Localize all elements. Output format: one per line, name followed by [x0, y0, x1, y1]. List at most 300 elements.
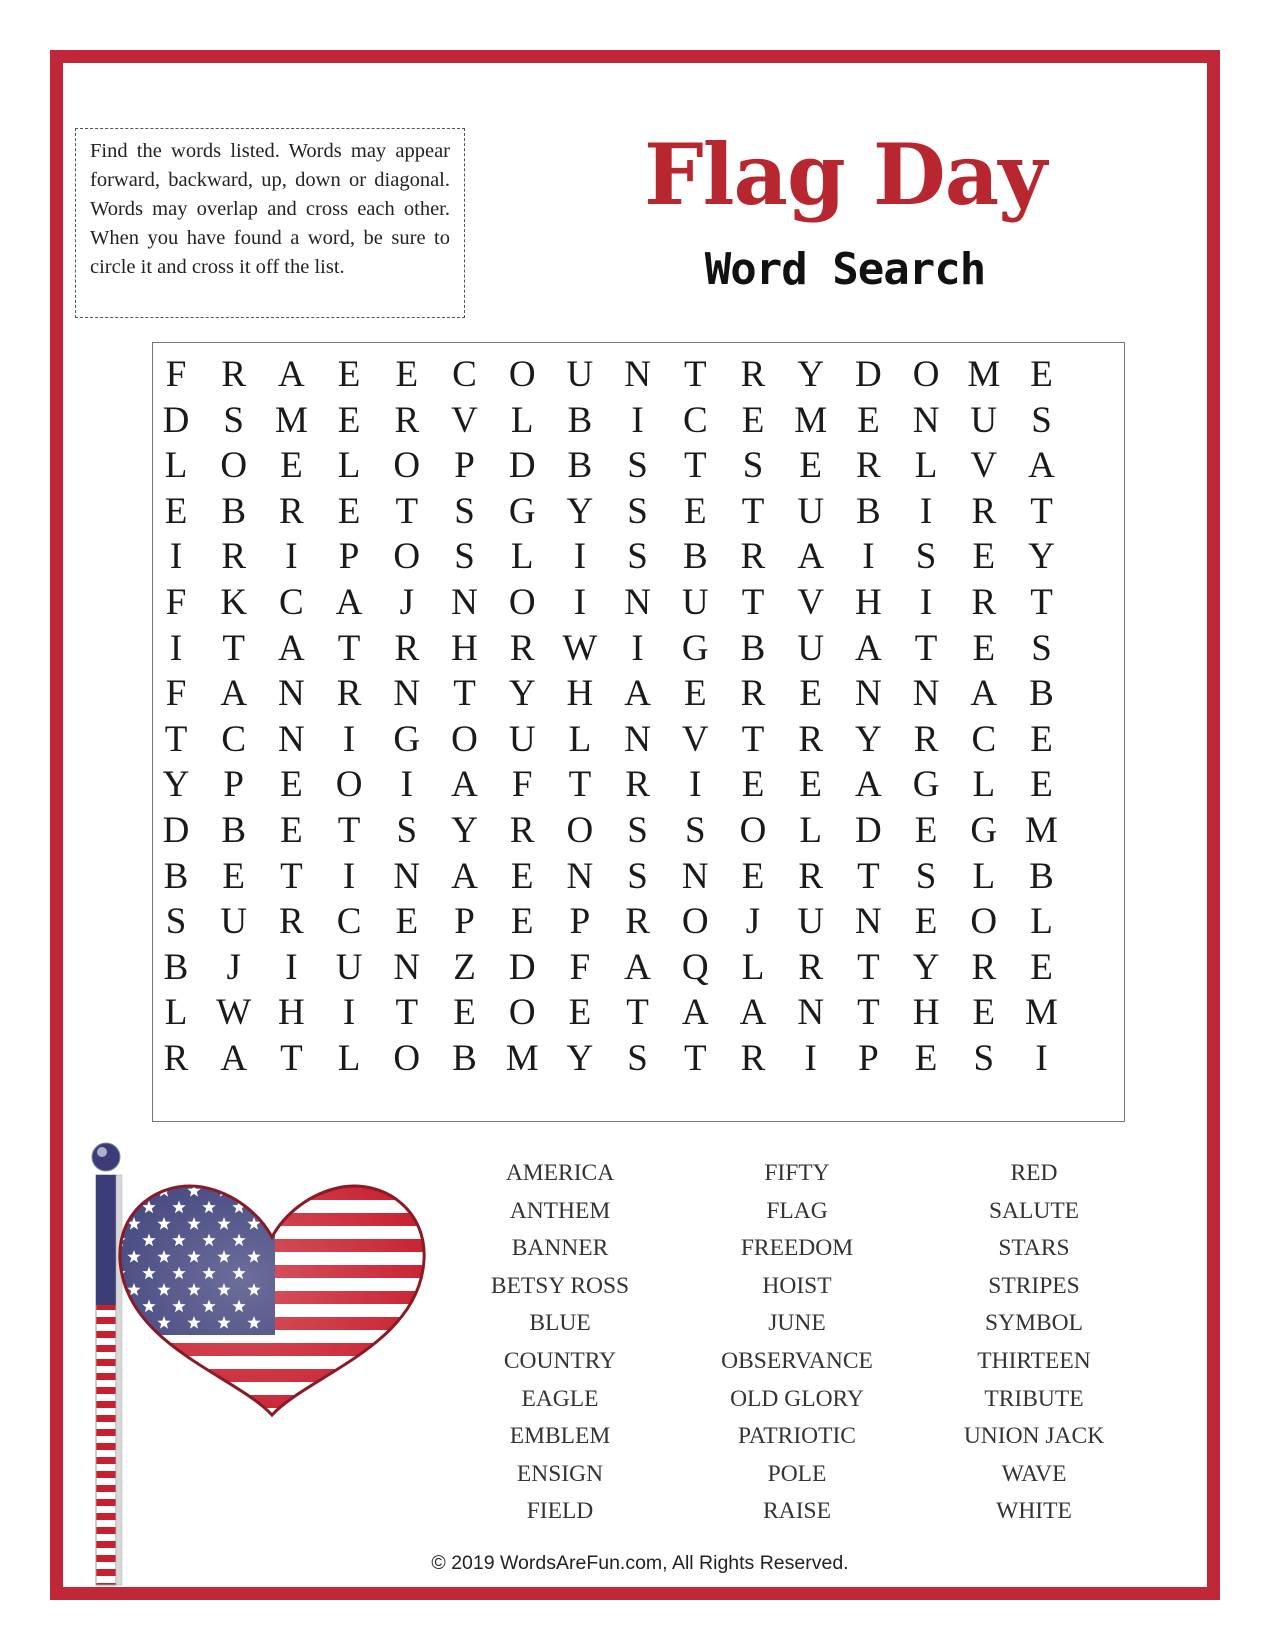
word-list-item: BETSY ROSS: [490, 1272, 630, 1299]
grid-letter: R: [971, 582, 997, 623]
word-list-item: FLAG: [766, 1197, 828, 1224]
word-list-column-2: [677, 1155, 917, 1531]
grid-letter: F: [165, 354, 187, 395]
grid-letter: R: [625, 901, 650, 943]
grid-letter: C: [682, 399, 708, 441]
grid-letter: R: [279, 490, 304, 532]
grid-letter: O: [393, 536, 421, 578]
grid-letter: S: [627, 1038, 648, 1079]
grid-row: [153, 761, 1124, 809]
grid-letter: E: [741, 855, 765, 897]
grid-letter: O: [508, 354, 536, 395]
word-list-item: FREEDOM: [740, 1235, 854, 1262]
grid-letter: R: [740, 1038, 766, 1079]
grid-letter: E: [1030, 946, 1053, 988]
grid-letter: S: [1031, 627, 1052, 669]
grid-letter: V: [970, 445, 998, 487]
grid-letter: O: [912, 354, 940, 395]
grid-letter: B: [163, 855, 189, 897]
grid-letter: T: [741, 490, 765, 532]
grid-letter: R: [740, 673, 766, 715]
grid-letter: P: [454, 901, 475, 943]
grid-letter: S: [685, 810, 706, 851]
grid-letter: W: [216, 992, 252, 1034]
grid-letter: F: [165, 582, 187, 623]
grid-letter: O: [220, 445, 248, 487]
grid-letter: B: [682, 536, 708, 578]
letter-grid: [152, 342, 1125, 1122]
grid-letter: E: [337, 354, 361, 395]
grid-letter: R: [509, 627, 535, 669]
word-list-item: ENSIGN: [516, 1460, 604, 1487]
grid-letter: A: [624, 946, 651, 988]
grid-letter: V: [681, 718, 709, 760]
word-list-item: RAISE: [763, 1498, 831, 1525]
grid-letter: Z: [453, 946, 476, 988]
grid-letter: I: [862, 536, 875, 578]
grid-letter: E: [568, 992, 592, 1034]
grid-letter: H: [566, 673, 594, 715]
grid-letter: U: [335, 946, 363, 988]
grid-letter: R: [336, 673, 362, 715]
grid-letter: B: [740, 627, 766, 669]
grid-letter: E: [914, 1038, 938, 1079]
grid-letter: T: [683, 445, 707, 487]
grid-letter: M: [1025, 810, 1058, 851]
grid-letter: A: [220, 673, 248, 715]
grid-letter: N: [624, 354, 651, 395]
grid-letter: O: [335, 764, 363, 806]
grid-letter: T: [626, 992, 649, 1034]
grid-letter: A: [451, 764, 478, 806]
grid-letter: I: [919, 490, 933, 532]
grid-letter: S: [454, 490, 475, 532]
grid-letter: N: [566, 855, 594, 897]
word-list-item: FIELD: [526, 1498, 594, 1525]
word-list-item: PATRIOTIC: [738, 1423, 856, 1450]
word-list-item: OLD GLORY: [730, 1385, 864, 1412]
grid-letter: B: [452, 1038, 477, 1079]
word-list-column-3: [914, 1155, 1154, 1531]
instructions-box: [75, 128, 465, 318]
grid-letter: A: [278, 354, 305, 395]
grid-letter: R: [394, 399, 420, 441]
grid-letter: R: [798, 946, 824, 988]
grid-letter: E: [741, 764, 765, 806]
grid-letter: S: [627, 855, 648, 897]
grid-letter: B: [221, 490, 247, 532]
word-list-item: EAGLE: [521, 1385, 599, 1412]
grid-letter: O: [739, 810, 767, 851]
grid-letter: S: [973, 1038, 995, 1079]
grid-letter: R: [163, 1038, 189, 1079]
grid-letter: B: [163, 946, 189, 988]
grid-row: [153, 533, 1124, 581]
grid-letter: A: [681, 992, 709, 1034]
grid-letter: A: [1028, 445, 1055, 487]
grid-letter: H: [278, 992, 305, 1034]
grid-letter: T: [857, 855, 880, 897]
grid-letter: N: [278, 718, 305, 760]
grid-letter: Y: [451, 810, 478, 851]
grid-letter: Q: [681, 946, 709, 988]
grid-letter: L: [972, 855, 996, 897]
grid-letter: T: [222, 627, 245, 669]
grid-letter: D: [162, 399, 190, 441]
grid-letter: C: [221, 718, 247, 760]
grid-letter: R: [798, 718, 824, 760]
word-list-item: SALUTE: [988, 1197, 1080, 1224]
grid-letter: L: [164, 445, 188, 487]
grid-letter: T: [857, 946, 880, 988]
grid-letter: S: [454, 536, 475, 578]
grid-letter: L: [972, 764, 996, 806]
grid-letter: I: [573, 582, 587, 623]
grid-letter: E: [741, 399, 765, 441]
grid-letter: Y: [566, 490, 594, 532]
grid-letter: R: [971, 946, 997, 988]
grid-letter: O: [508, 992, 536, 1034]
grid-letter: N: [681, 855, 709, 897]
grid-letter: A: [855, 627, 882, 669]
star-icon: [127, 1316, 140, 1329]
grid-letter: I: [631, 627, 644, 669]
grid-letter: E: [1030, 764, 1053, 806]
word-list-item: STARS: [998, 1235, 1070, 1262]
grid-letter: S: [1031, 399, 1052, 441]
heart-flag-icon: [90, 1175, 470, 1475]
grid-letter: E: [510, 901, 534, 943]
grid-letter: B: [567, 399, 593, 441]
grid-letter: G: [393, 718, 421, 760]
grid-letter: E: [337, 490, 361, 532]
grid-letter: A: [335, 582, 363, 623]
grid-letter: P: [858, 1038, 879, 1079]
grid-row: [153, 807, 1124, 855]
word-list-item: BANNER: [511, 1235, 609, 1262]
grid-letter: B: [567, 445, 593, 487]
grid-letter: E: [914, 810, 938, 851]
grid-letter: E: [280, 810, 303, 851]
grid-letter: F: [511, 764, 533, 806]
grid-row: [153, 625, 1124, 673]
grid-row: [153, 716, 1124, 764]
grid-letter: D: [855, 810, 882, 851]
grid-letter: T: [337, 810, 361, 851]
grid-letter: T: [857, 992, 880, 1034]
grid-letter: S: [396, 810, 418, 851]
grid-letter: U: [797, 627, 825, 669]
grid-letter: L: [510, 399, 534, 441]
grid-letter: L: [799, 810, 822, 851]
grid-letter: T: [741, 582, 765, 623]
grid-letter: E: [222, 855, 245, 897]
grid-letter: A: [797, 536, 825, 578]
grid-letter: R: [221, 354, 247, 395]
word-list-item: JUNE: [768, 1310, 826, 1337]
grid-letter: T: [395, 992, 419, 1034]
grid-letter: T: [683, 354, 707, 395]
grid-letter: N: [393, 855, 421, 897]
grid-row: [153, 351, 1124, 399]
word-list-item: THIRTEEN: [977, 1347, 1091, 1374]
grid-letter: J: [399, 582, 414, 623]
grid-letter: H: [451, 627, 478, 669]
grid-letter: M: [967, 354, 1001, 395]
grid-letter: D: [508, 445, 536, 487]
grid-letter: N: [393, 946, 421, 988]
grid-letter: M: [274, 399, 308, 441]
grid-letter: N: [855, 901, 882, 943]
grid-letter: S: [915, 536, 937, 578]
grid-letter: N: [624, 718, 651, 760]
grid-letter: E: [510, 855, 534, 897]
grid-letter: B: [221, 810, 247, 851]
grid-letter: R: [971, 490, 997, 532]
grid-letter: J: [226, 946, 241, 988]
grid-letter: T: [164, 718, 188, 760]
grid-letter: T: [280, 855, 303, 897]
grid-letter: E: [280, 445, 303, 487]
grid-letter: S: [223, 399, 244, 441]
grid-letter: O: [393, 445, 421, 487]
grid-row: [153, 898, 1124, 946]
grid-letter: G: [508, 490, 536, 532]
grid-letter: B: [1029, 855, 1054, 897]
grid-row: [153, 670, 1124, 718]
grid-letter: Y: [797, 354, 825, 395]
grid-letter: E: [972, 992, 996, 1034]
word-list-item: BLUE: [529, 1310, 591, 1337]
grid-letter: P: [569, 901, 591, 943]
grid-letter: Y: [1028, 536, 1055, 578]
grid-letter: T: [741, 718, 765, 760]
grid-letter: A: [739, 992, 767, 1034]
grid-letter: E: [799, 445, 822, 487]
grid-letter: I: [342, 992, 356, 1034]
grid-letter: I: [573, 536, 587, 578]
grid-letter: E: [395, 354, 419, 395]
grid-letter: T: [395, 490, 419, 532]
grid-letter: T: [1030, 582, 1053, 623]
grid-letter: U: [681, 582, 709, 623]
grid-letter: R: [740, 536, 766, 578]
grid-letter: C: [452, 354, 477, 395]
grid-letter: N: [278, 673, 305, 715]
grid-letter: M: [505, 1038, 539, 1079]
word-list-item: TRIBUTE: [984, 1385, 1084, 1412]
grid-letter: E: [280, 764, 303, 806]
grid-letter: E: [683, 490, 707, 532]
word-list-item: POLE: [767, 1460, 827, 1487]
grid-letter: V: [451, 399, 478, 441]
word-list-item: SYMBOL: [985, 1310, 1083, 1337]
grid-letter: Y: [508, 673, 536, 715]
grid-letter: U: [566, 354, 594, 395]
grid-letter: T: [1030, 490, 1053, 532]
grid-letter: N: [451, 582, 478, 623]
grid-letter: E: [453, 992, 476, 1034]
grid-letter: N: [797, 992, 825, 1034]
grid-row: [153, 853, 1124, 901]
grid-letter: E: [799, 764, 822, 806]
grid-letter: S: [627, 445, 648, 487]
grid-letter: O: [970, 901, 998, 943]
grid-row: [153, 989, 1124, 1037]
grid-letter: C: [971, 718, 997, 760]
grid-letter: L: [1030, 901, 1053, 943]
word-list-item: COUNTRY: [503, 1347, 617, 1374]
copyright-text: © 2019 WordsAreFun.com, All Rights Reserved.: [431, 1552, 849, 1574]
grid-letter: U: [797, 490, 825, 532]
star-icon: [127, 1184, 140, 1197]
grid-letter: B: [1029, 673, 1054, 715]
grid-letter: F: [165, 673, 187, 715]
grid-row: [153, 488, 1124, 536]
grid-letter: E: [1030, 354, 1053, 395]
grid-letter: S: [165, 901, 187, 943]
word-list-column-1: [440, 1155, 680, 1531]
grid-letter: E: [914, 901, 938, 943]
grid-letter: O: [451, 718, 478, 760]
grid-letter: A: [970, 673, 998, 715]
grid-letter: S: [742, 445, 764, 487]
grid-letter: S: [627, 536, 648, 578]
grid-letter: P: [454, 445, 475, 487]
word-list-item: EMBLEM: [509, 1423, 611, 1450]
grid-letter: L: [337, 1038, 361, 1079]
grid-letter: I: [285, 946, 298, 988]
grid-letter: T: [280, 1038, 303, 1079]
word-list-item: RED: [1010, 1160, 1058, 1186]
grid-letter: O: [681, 901, 709, 943]
grid-letter: D: [508, 946, 536, 988]
word-list-item: WAVE: [1001, 1460, 1067, 1487]
grid-letter: L: [164, 992, 188, 1034]
grid-letter: I: [631, 399, 644, 441]
grid-letter: I: [919, 582, 933, 623]
grid-letter: H: [912, 992, 940, 1034]
grid-letter: A: [451, 855, 478, 897]
word-list-item: AMERICA: [505, 1160, 615, 1186]
grid-letter: W: [562, 627, 598, 669]
grid-letter: S: [627, 810, 648, 851]
grid-letter: U: [220, 901, 248, 943]
grid-letter: Y: [912, 946, 940, 988]
grid-letter: S: [915, 855, 937, 897]
grid-letter: I: [342, 718, 356, 760]
grid-letter: N: [624, 582, 651, 623]
grid-letter: H: [855, 582, 882, 623]
grid-letter: R: [509, 810, 535, 851]
grid-letter: G: [912, 764, 940, 806]
grid-letter: L: [914, 445, 938, 487]
grid-row: [153, 579, 1124, 627]
grid-letter: O: [508, 582, 536, 623]
grid-row: [153, 442, 1124, 490]
grid-letter: R: [856, 445, 881, 487]
grid-letter: L: [568, 718, 592, 760]
grid-letter: R: [798, 855, 824, 897]
grid-letter: I: [285, 536, 298, 578]
grid-letter: L: [510, 536, 534, 578]
grid-letter: R: [740, 354, 766, 395]
grid-row: [153, 1035, 1124, 1083]
star-icon: [247, 1184, 260, 1197]
grid-letter: L: [337, 445, 361, 487]
grid-letter: E: [683, 673, 707, 715]
grid-letter: E: [395, 901, 419, 943]
flagpole-icon: [92, 1143, 122, 1585]
grid-letter: I: [689, 764, 702, 806]
grid-letter: P: [223, 764, 244, 806]
grid-letter: O: [393, 1038, 421, 1079]
grid-letter: N: [912, 673, 940, 715]
word-list-item: UNION JACK: [963, 1423, 1105, 1450]
grid-letter: K: [220, 582, 248, 623]
grid-letter: R: [913, 718, 939, 760]
instructions-text: Find the words listed. Words may appear forward, backward, up, down or diagonal. Words may overlap and cross each other. When you have found a word, be sure to circle it and cross it off the list.: [90, 140, 450, 278]
grid-letter: E: [857, 399, 880, 441]
grid-letter: A: [855, 764, 882, 806]
grid-letter: R: [221, 536, 247, 578]
grid-letter: N: [912, 399, 940, 441]
grid-letter: B: [856, 490, 881, 532]
grid-letter: S: [627, 490, 648, 532]
grid-letter: I: [169, 536, 183, 578]
grid-letter: A: [624, 673, 651, 715]
grid-letter: E: [164, 490, 188, 532]
grid-letter: P: [338, 536, 360, 578]
grid-letter: F: [569, 946, 591, 988]
grid-letter: I: [1035, 1038, 1048, 1079]
grid-letter: U: [508, 718, 536, 760]
grid-letter: A: [220, 1038, 248, 1079]
word-list-item: STRIPES: [988, 1272, 1080, 1299]
grid-letter: I: [804, 1038, 817, 1079]
grid-letter: C: [279, 582, 304, 623]
grid-letter: U: [797, 901, 825, 943]
grid-letter: R: [394, 627, 420, 669]
grid-letter: E: [1030, 718, 1053, 760]
grid-letter: T: [683, 1038, 707, 1079]
page-title: Flag Day: [643, 125, 1047, 224]
grid-letter: T: [337, 627, 361, 669]
grid-letter: N: [393, 673, 421, 715]
grid-letter: C: [336, 901, 362, 943]
grid-letter: I: [342, 855, 356, 897]
grid-letter: O: [566, 810, 594, 851]
grid-row: [153, 944, 1124, 992]
grid-letter: T: [453, 673, 476, 715]
grid-letter: V: [797, 582, 825, 623]
grid-letter: T: [914, 627, 938, 669]
grid-letter: Y: [855, 718, 882, 760]
grid-row: [153, 397, 1124, 445]
page-subtitle: Word Search: [704, 244, 986, 295]
flag-art: [90, 1135, 470, 1595]
grid-letter: E: [972, 536, 996, 578]
word-list-item: FIFTY: [764, 1160, 830, 1186]
grid-letter: Y: [566, 1038, 594, 1079]
word-list-item: HOIST: [762, 1272, 832, 1299]
grid-letter: G: [970, 810, 998, 851]
grid-letter: T: [568, 764, 592, 806]
grid-letter: E: [972, 627, 996, 669]
grid-letter: I: [400, 764, 413, 806]
grid-letter: E: [337, 399, 361, 441]
word-list-item: WHITE: [996, 1498, 1072, 1525]
